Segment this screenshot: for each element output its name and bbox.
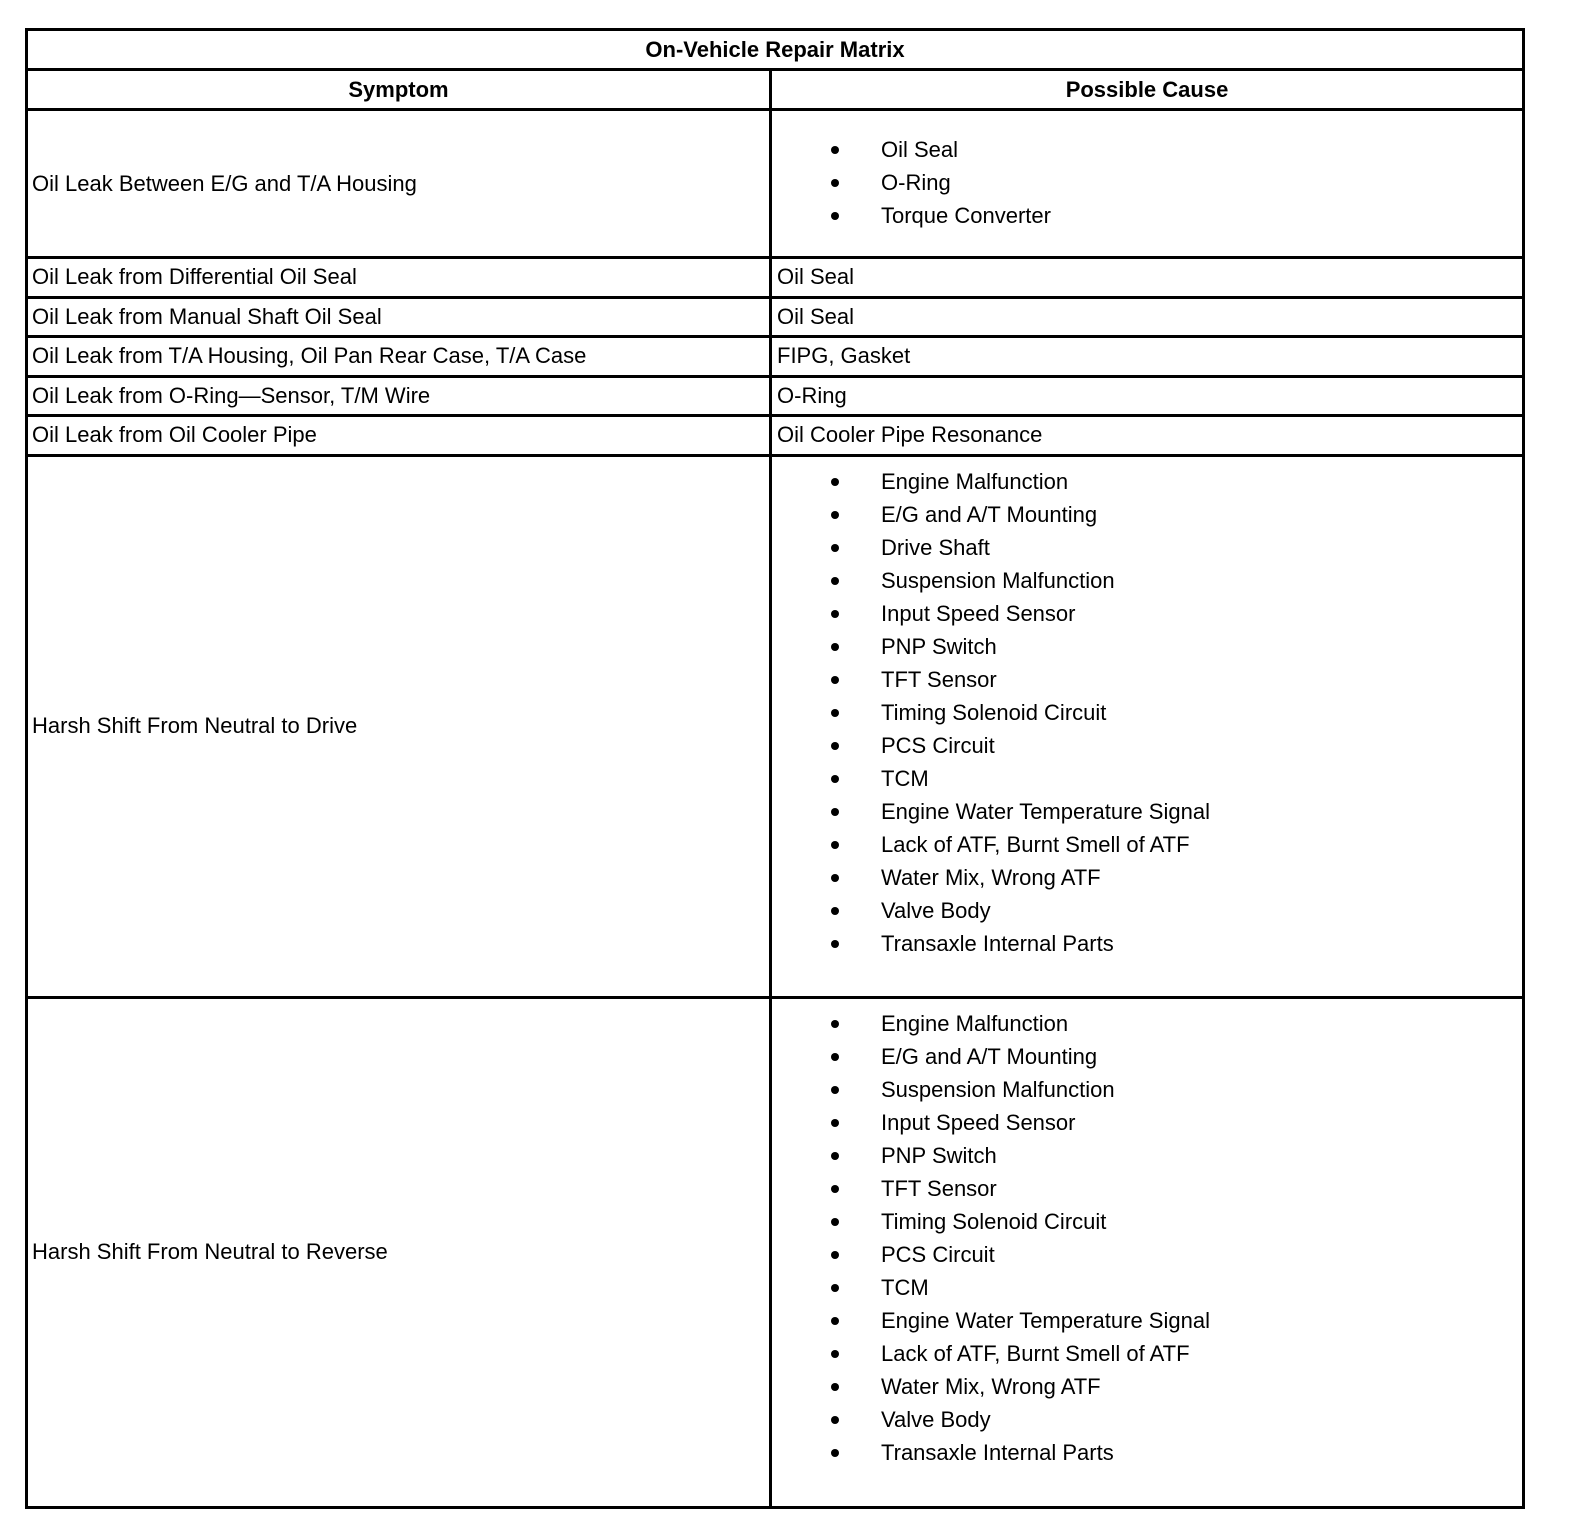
bullet-icon [831, 610, 839, 618]
table-row [27, 337, 1524, 377]
cause-list [777, 1007, 1522, 1469]
symptom-cell: Oil Leak from Differential Oil Seal [27, 258, 771, 298]
bullet-icon [831, 643, 839, 651]
list-item [777, 498, 1522, 531]
table-row [27, 416, 1524, 456]
bullet-icon [831, 1119, 839, 1127]
bullet-icon [831, 1152, 839, 1160]
symptom-cell: Harsh Shift From Neutral to Drive [27, 455, 771, 997]
bullet-icon [831, 1416, 839, 1424]
cause-text: Lack of ATF, Burnt Smell of ATF [881, 831, 1190, 857]
cause-cell [771, 997, 1524, 1507]
cause-text: E/G and A/T Mounting [881, 501, 1098, 527]
cause-cell: FIPG, Gasket [771, 337, 1524, 377]
bullet-icon [831, 1284, 839, 1292]
bullet-icon [831, 742, 839, 750]
list-item [777, 564, 1522, 597]
symptom-cell: Oil Leak from Manual Shaft Oil Seal [27, 297, 771, 337]
cause-text: PNP Switch [881, 1142, 997, 1168]
cause-text: Oil Seal [881, 137, 959, 162]
bullet-icon [831, 874, 839, 882]
bullet-icon [831, 775, 839, 783]
cause-text: Torque Converter [881, 203, 1051, 228]
bullet-icon [831, 907, 839, 915]
cause-text: Timing Solenoid Circuit [881, 699, 1107, 725]
list-item [777, 795, 1522, 828]
cause-cell [771, 455, 1524, 997]
bullet-icon [831, 676, 839, 684]
bullet-icon [831, 478, 839, 486]
bullet-icon [831, 1317, 839, 1325]
list-item [777, 1139, 1522, 1172]
cause-cell: Oil Seal [771, 297, 1524, 337]
bullet-icon [831, 1185, 839, 1193]
cause-text: Valve Body [881, 897, 991, 923]
cause-text: Water Mix, Wrong ATF [881, 864, 1101, 890]
cause-text: Transaxle Internal Parts [881, 1439, 1114, 1465]
symptom-cell: Oil Leak from Oil Cooler Pipe [27, 416, 771, 456]
bullet-icon [831, 1251, 839, 1259]
cause-text: Valve Body [881, 1406, 991, 1432]
bullet-icon [831, 1383, 839, 1391]
cause-text: TCM [881, 765, 929, 791]
table-row [27, 376, 1524, 416]
bullet-icon [831, 544, 839, 552]
bullet-icon [831, 709, 839, 717]
list-item [777, 1271, 1522, 1304]
list-item [777, 1370, 1522, 1403]
list-item [777, 1205, 1522, 1238]
cause-text: O-Ring [881, 170, 951, 195]
list-item [777, 1106, 1522, 1139]
list-item [777, 927, 1522, 960]
bullet-icon [831, 1020, 839, 1028]
list-item [777, 894, 1522, 927]
bullet-icon [831, 1350, 839, 1358]
cause-text: Drive Shaft [881, 534, 990, 560]
list-item [777, 133, 1522, 166]
list-item [777, 1172, 1522, 1205]
cause-text: Lack of ATF, Burnt Smell of ATF [881, 1340, 1190, 1366]
list-item [777, 696, 1522, 729]
list-item [777, 828, 1522, 861]
bullet-icon [831, 940, 839, 948]
symptom-cell: Oil Leak Between E/G and T/A Housing [27, 110, 771, 258]
cause-text: Engine Malfunction [881, 1010, 1069, 1036]
list-item [777, 531, 1522, 564]
symptom-cell: Oil Leak from O-Ring—Sensor, T/M Wire [27, 376, 771, 416]
list-item [777, 1040, 1522, 1073]
symptom-cell: Harsh Shift From Neutral to Reverse [27, 997, 771, 1507]
cause-text: Suspension Malfunction [881, 1076, 1115, 1102]
column-header-possible-cause: Possible Cause [771, 70, 1524, 110]
cause-text: PCS Circuit [881, 1241, 995, 1267]
bullet-icon [831, 1218, 839, 1226]
bullet-icon [831, 511, 839, 519]
cause-text: TFT Sensor [881, 1175, 997, 1201]
list-item [777, 1238, 1522, 1271]
list-item [777, 729, 1522, 762]
cause-text: Water Mix, Wrong ATF [881, 1373, 1101, 1399]
cause-text: PNP Switch [881, 633, 997, 659]
cause-text: Engine Water Temperature Signal [881, 1307, 1210, 1333]
cause-text: PCS Circuit [881, 732, 995, 758]
list-item [777, 465, 1522, 498]
list-item [777, 861, 1522, 894]
cause-list [777, 465, 1522, 960]
list-item [777, 597, 1522, 630]
cause-text: E/G and A/T Mounting [881, 1043, 1098, 1069]
bullet-icon [831, 1086, 839, 1094]
list-item [777, 762, 1522, 795]
list-item [777, 1436, 1522, 1469]
cause-text: Engine Water Temperature Signal [881, 798, 1210, 824]
list-item [777, 1304, 1522, 1337]
repair-matrix-table [25, 28, 1525, 1509]
list-item [777, 663, 1522, 696]
bullet-icon [831, 179, 839, 187]
bullet-icon [831, 1053, 839, 1061]
cause-text: Transaxle Internal Parts [881, 930, 1114, 956]
list-item [777, 1073, 1522, 1106]
cause-text: TFT Sensor [881, 666, 997, 692]
column-header-symptom: Symptom [27, 70, 771, 110]
bullet-icon [831, 1449, 839, 1457]
table-row [27, 997, 1524, 1507]
cause-cell: O-Ring [771, 376, 1524, 416]
list-item [777, 1403, 1522, 1436]
list-item [777, 199, 1522, 232]
cause-text: TCM [881, 1274, 929, 1300]
bullet-icon [831, 841, 839, 849]
bullet-icon [831, 146, 839, 154]
cause-cell: Oil Cooler Pipe Resonance [771, 416, 1524, 456]
cause-list [777, 133, 1522, 232]
bullet-icon [831, 212, 839, 220]
table-title: On-Vehicle Repair Matrix [27, 30, 1524, 70]
cause-text: Input Speed Sensor [881, 600, 1076, 626]
symptom-cell: Oil Leak from T/A Housing, Oil Pan Rear Case, T/A Case [27, 337, 771, 377]
cause-text: Input Speed Sensor [881, 1109, 1076, 1135]
cause-cell [771, 110, 1524, 258]
list-item [777, 630, 1522, 663]
bullet-icon [831, 808, 839, 816]
cause-text: Timing Solenoid Circuit [881, 1208, 1107, 1234]
bullet-icon [831, 577, 839, 585]
list-item [777, 1337, 1522, 1370]
cause-text: Suspension Malfunction [881, 567, 1115, 593]
cause-text: Engine Malfunction [881, 468, 1069, 494]
table-row [27, 258, 1524, 298]
list-item [777, 1007, 1522, 1040]
table-row [27, 455, 1524, 997]
table-row [27, 297, 1524, 337]
cause-cell: Oil Seal [771, 258, 1524, 298]
list-item [777, 166, 1522, 199]
table-row [27, 110, 1524, 258]
